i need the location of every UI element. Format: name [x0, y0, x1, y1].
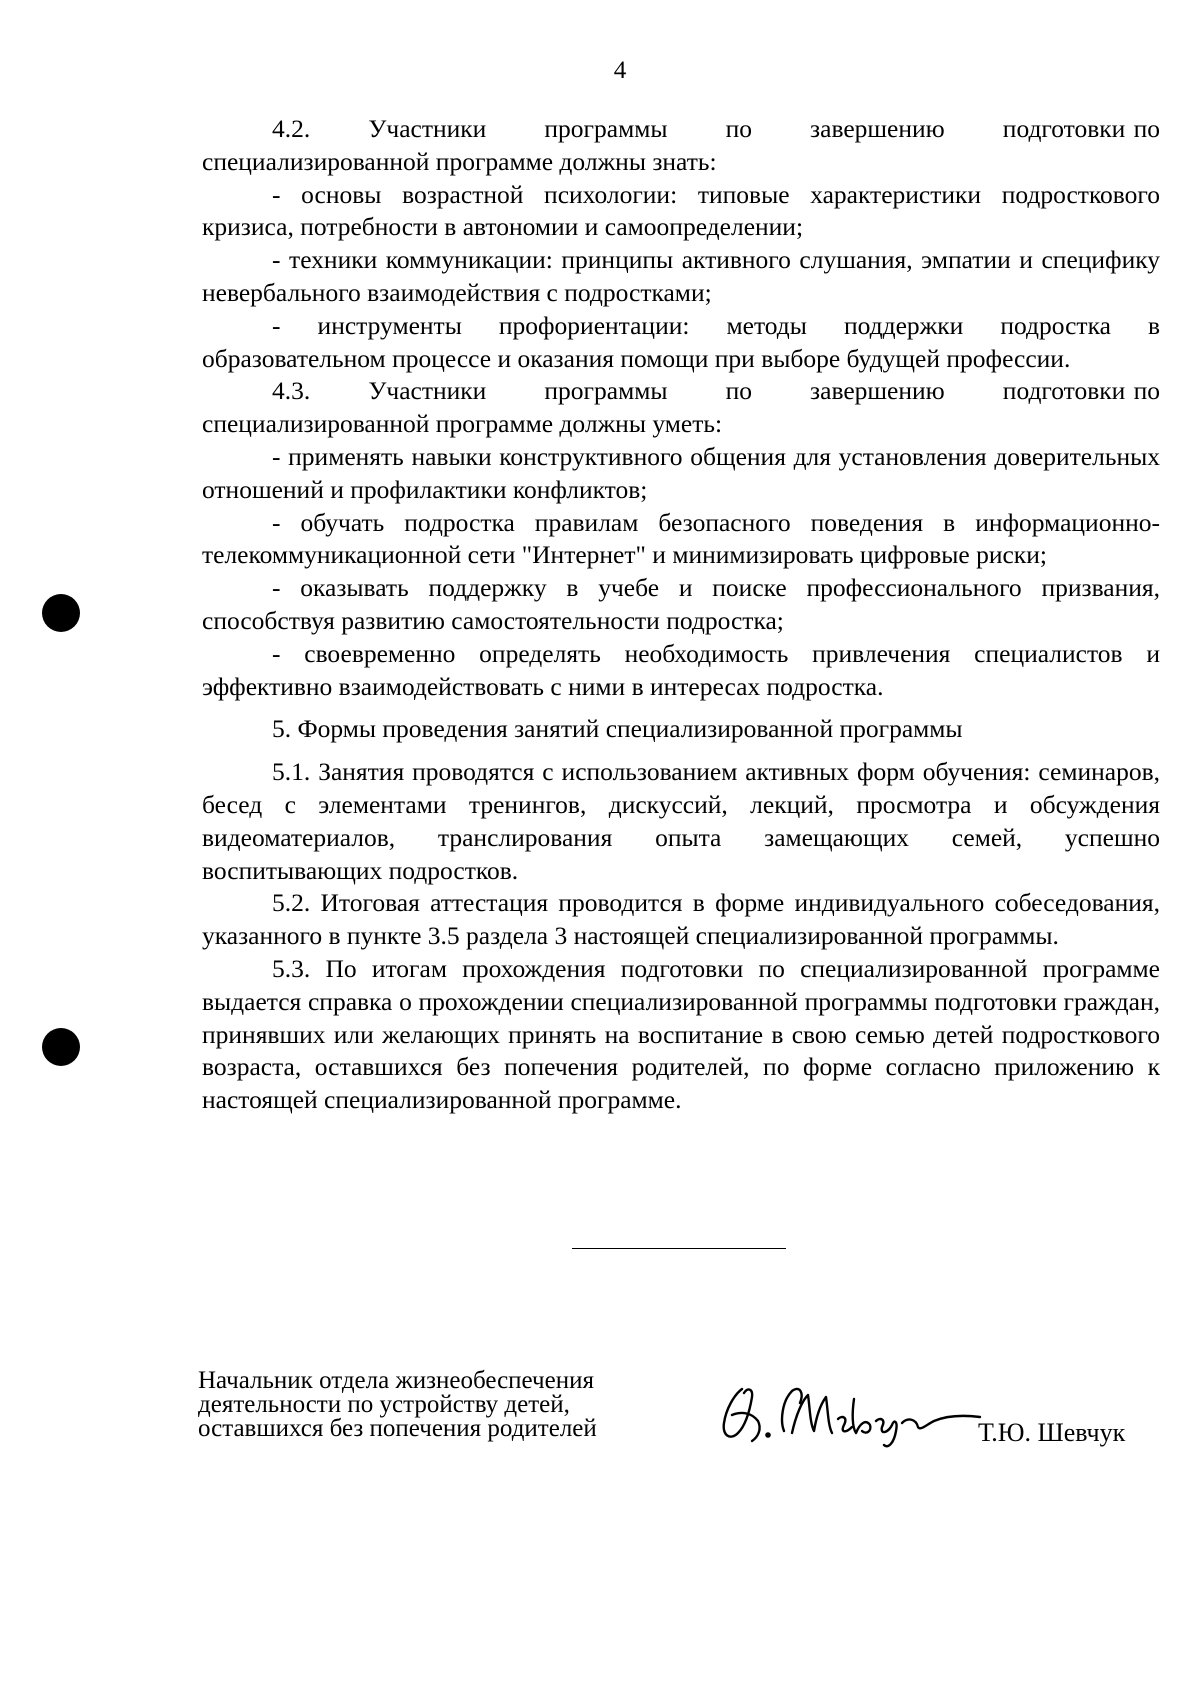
page-number: 4 — [613, 57, 627, 84]
list-item-skill-internet-safety: - обучать подростка правилам безопасного поведения в информационно-телекоммуникационной сети "Интернет" и минимизировать цифровые риски; — [202, 507, 1160, 570]
paragraph-5-3: 5.3. По итогам прохождения подготовки по специализированной программе выдается справка о прохождении специализированной программы подготовки граждан, принявших или желающих принять на воспитание в свою семью детей подросткового возраста, оставшихся без попечения родителей, по форме согласно приложению к настоящей специализированной программе. — [202, 953, 1160, 1115]
paragraph-4-3: 4.3. Участники программы по завершению подготовки по специализированной программе должны уметь: — [202, 376, 1160, 439]
signatory-name: Т.Ю. Шевчук — [978, 1418, 1126, 1447]
position-line: деятельности по устройству детей, — [198, 1391, 570, 1418]
punch-hole-bottom — [42, 1028, 80, 1066]
position-line: Начальник отдела жизнеобеспечения — [198, 1367, 594, 1394]
section-heading-5: 5. Формы проведения занятий специализированной программы — [272, 714, 963, 744]
list-item-skill-specialists: - своевременно определять необходимость привлечения специалистов и эффективно взаимодействовать с ними в интересах подростка. — [202, 638, 1160, 701]
paragraph-5-1: 5.1. Занятия проводятся с использованием активных форм обучения: семинаров, бесед с элементами тренингов, дискуссий, лекций, просмотра и обсуждения видеоматериалов, транслирования опыта замещающих семей, успешно воспитывающих подростков. — [202, 757, 1160, 885]
list-item-knowledge-communication: - техники коммуникации: принципы активного слушания, эмпатии и специфику невербального взаимодействия с подростками; — [202, 245, 1160, 307]
list-item-skill-communication: - применять навыки конструктивного общения для установления доверительных отношений и профилактики конфликтов; — [202, 441, 1160, 504]
position-line: оставшихся без попечения родителей — [198, 1415, 597, 1442]
paragraph-5-2: 5.2. Итоговая аттестация проводится в форме индивидуального собеседования, указанного в пункте 3.5 раздела 3 настоящей специализированной программы. — [202, 888, 1160, 951]
paragraph-4-2: 4.2. Участники программы по завершению подготовки по специализированной программе должны знать: — [202, 114, 1160, 176]
list-item-knowledge-career: - инструменты профориентации: методы поддержки подростка в образовательном процессе и оказания помощи при выборе будущей профессии. — [202, 310, 1160, 373]
list-item-skill-support: - оказывать поддержку в учебе и поиске профессионального призвания, способствуя развитию самостоятельности подростка; — [202, 573, 1160, 635]
end-divider-line — [572, 1248, 786, 1249]
document-body — [202, 113, 1160, 1117]
list-item-knowledge-psychology: - основы возрастной психологии: типовые характеристики подросткового кризиса, потребности в автономии и самоопределении; — [202, 179, 1160, 242]
signatory-position — [198, 1369, 597, 1441]
punch-hole-top — [42, 594, 80, 632]
handwritten-signature — [712, 1375, 984, 1455]
